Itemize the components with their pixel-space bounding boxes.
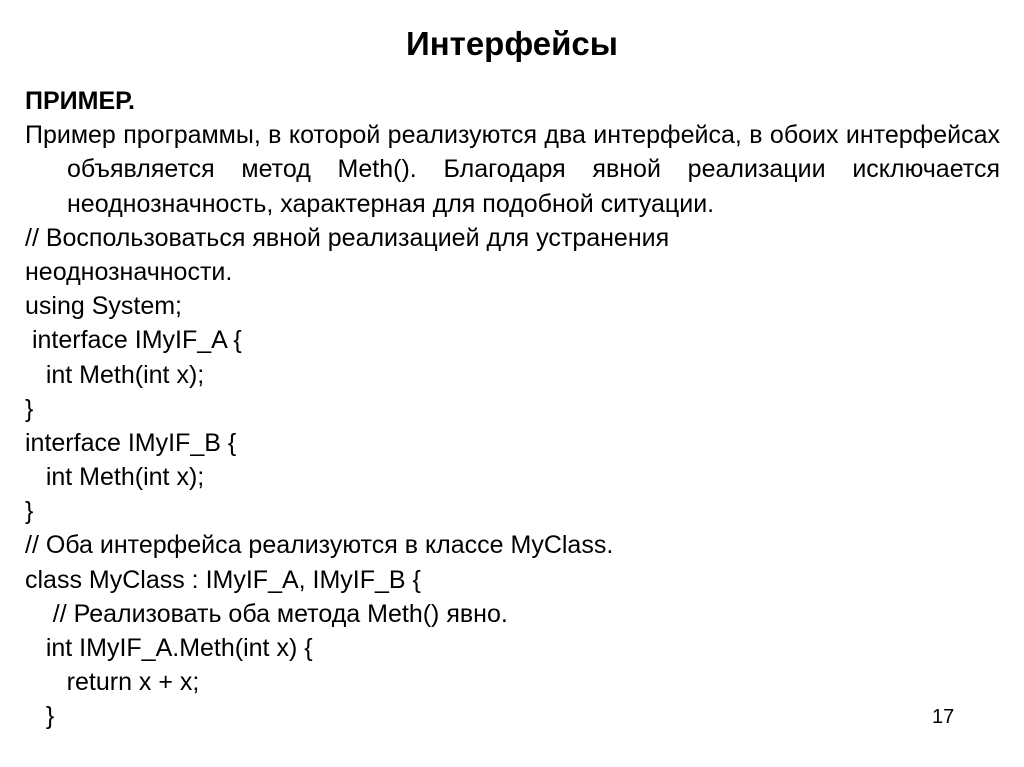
code-line: using System; (25, 292, 183, 321)
code-line: // Реализовать оба метода Meth() явно. (25, 599, 508, 628)
code-line: } (25, 497, 34, 526)
code-line: int Meth(int x); (25, 360, 205, 389)
example-heading: ПРИМЕР. (25, 87, 135, 115)
description-text: Пример программы, в которой реализуются два интерфейса, в обоих интерфейсах объявляется метод Meth(). Благодаря явной реализации исключается неоднозначность, характерная для подобной ситуации. (25, 121, 1000, 218)
description-paragraph (25, 118, 1000, 221)
comment-line-2: неоднозначности. (25, 257, 233, 286)
code-line: // Оба интерфейса реализуются в классе MyClass. (25, 531, 614, 560)
slide-body (25, 84, 1000, 734)
code-line: } (25, 702, 55, 731)
code-line: int Meth(int x); (25, 463, 205, 492)
code-line: return x + x; (25, 668, 200, 697)
code-line: int IMyIF_A.Meth(int x) { (25, 634, 313, 663)
code-line: } (25, 394, 34, 423)
code-line: class MyClass : IMyIF_A, IMyIF_B { (25, 565, 421, 594)
page-number: 17 (932, 706, 955, 728)
slide-title: Интерфейсы (406, 25, 618, 62)
code-listing (25, 289, 1000, 733)
code-line: interface IMyIF_B { (25, 428, 237, 457)
comment-line-1: // Воспользоваться явной реализацией для устранения (25, 223, 670, 252)
code-line: interface IMyIF_A { (25, 326, 242, 355)
